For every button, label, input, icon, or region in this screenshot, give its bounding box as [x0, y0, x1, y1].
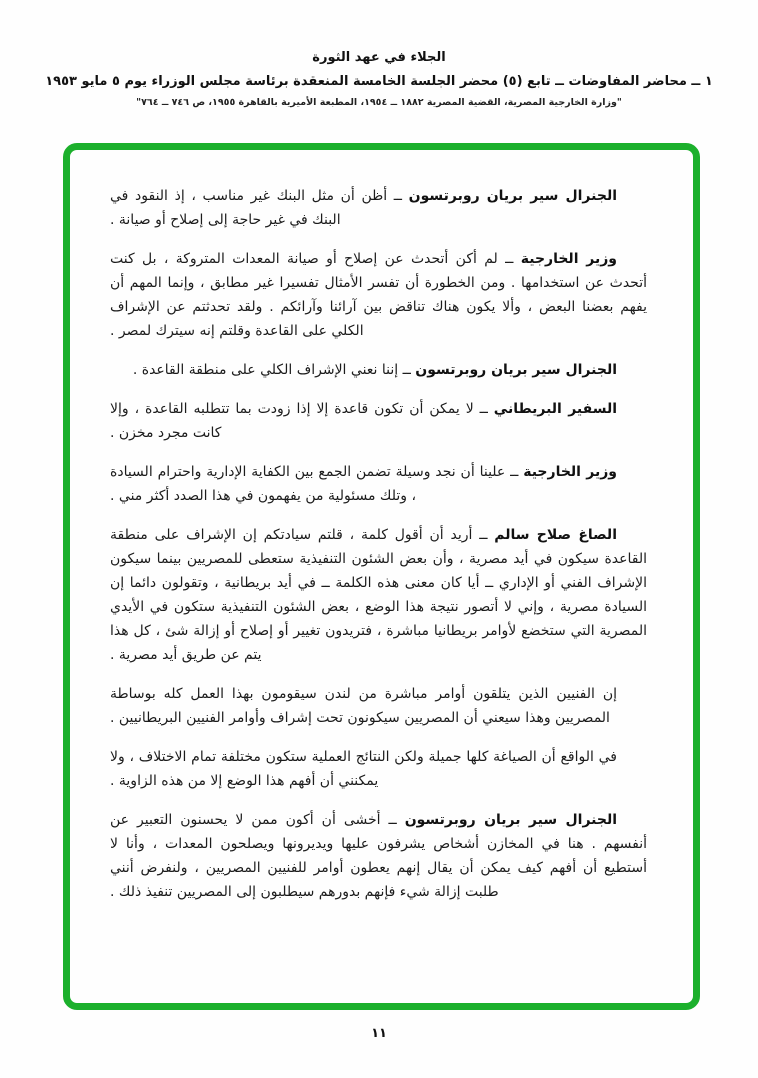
- page-number: ١١: [371, 1026, 387, 1041]
- dialogue-paragraph: [110, 460, 647, 508]
- paragraph-text: لم أكن أتحدث عن إصلاح أو صيانة المعدات المتروكة ، بل كنت أتحدث عن استخدامها . ومن الخطورة أن تفسر الأمثال تفسيرا غير مطابق ، وإنما المهم أن يفهم بعضنا البعض ، وألا يكون هناك تناقض بين آرائنا وآرائكم . ولقد تحدثتم عن الإشراف الكلي على القاعدة وقلتم إنه سيترك لمصر .: [110, 251, 647, 339]
- speaker-dash: ــ: [398, 362, 416, 378]
- speaker-dash: ــ: [473, 401, 494, 417]
- paragraph-text: إننا نعني الإشراف الكلي على منطقة القاعدة .: [132, 362, 399, 378]
- speaker-dash: ــ: [505, 464, 524, 480]
- speaker-name: الجنرال سير بريان روبرتسون: [415, 362, 617, 378]
- speaker-dash: ــ: [387, 188, 409, 204]
- source-citation: "وزارة الخارجية المصرية، القضية المصرية ١٨٨٢ ــ ١٩٥٤، المطبعة الأميرية بالقاهرة ١٩٥٥، ص ٧٤٦ ــ ٧٦٤": [136, 97, 622, 108]
- paragraph-text: أريد أن أقول كلمة ، قلتم سيادتكم إن الإشراف على منطقة القاعدة سيكون في أيد مصرية ، وأن بعض الشئون التنفيذية ستعطى للمصريين بينما سيكون الإشراف الفني أو الإداري ــ أيا كان معنى هذه الكلمة ــ في أيد بريطانية ، وتقولون دائما إن السيادة مصرية ، وإني لا أتصور نتيجة هذا الوضع ، بعض الشئون التنفيذية ستكون في الأيدي المصرية التي ستخضع لأوامر بريطانيا مباشرة ، فتريدون تغيير أو إصلاح أو إزالة شئ ، كل هذا يتم عن طريق أيد مصرية .: [110, 527, 647, 663]
- paragraph-text: أظن أن مثل البنك غير مناسب ، إذ النقود في البنك في غير حاجة إلى إصلاح أو صيانة .: [110, 188, 388, 228]
- paragraph-text: أخشى أن أكون ممن لا يحسنون التعبير عن أنفسهم . هنا في المخازن أشخاص يشرفون عليها ويديرونها ويصلحون المعدات ، وأنا لا أستطيع أن أفهم كيف يمكن أن يقال إنهم يعطون أوامر للفنيين المصريين ، ولنفرض أنني طلبت إزالة شيء فإنهم بدورهم سيطلبون إلى المصريين تنفيذ ذلك .: [110, 812, 647, 900]
- dialogue-paragraph: [110, 184, 647, 232]
- document-body: [110, 184, 647, 993]
- document-title: الجلاء في عهد الثورة: [312, 50, 446, 65]
- speaker-name: الصاغ صلاح سالم: [494, 527, 617, 543]
- session-heading: ١ ــ محاضر المفاوضات ــ تابع (٥) محضر الجلسة الخامسة المنعقدة برئاسة مجلس الوزراء يوم ٥ مايو ١٩٥٣: [45, 74, 713, 89]
- speaker-name: الجنرال سير بريان روبرتسون: [404, 812, 618, 828]
- paragraph-text: لا يمكن أن تكون قاعدة إلا إذا زودت بما تتطلبه القاعدة ، وإلا كانت مجرد مخزن .: [110, 401, 474, 441]
- speaker-name: الجنرال سير بريان روبرتسون: [408, 188, 617, 204]
- dialogue-paragraph: [110, 523, 647, 667]
- dialogue-paragraph: [110, 397, 647, 445]
- speaker-name: وزير الخارجية: [520, 251, 617, 267]
- paragraph-text: علينا أن نجد وسيلة تضمن الجمع بين الكفاية الإدارية واحترام السيادة ، وتلك مسئولية من يفهمون في هذا الصدد أكثر مني .: [110, 464, 506, 504]
- dialogue-paragraph: [110, 745, 647, 793]
- dialogue-paragraph: [110, 358, 647, 382]
- speaker-dash: ــ: [497, 251, 521, 267]
- page-header: [0, 50, 758, 108]
- paragraph-text: في الواقع أن الصياغة كلها جميلة ولكن النتائج العملية ستكون مختلفة تمام الاختلاف ، ولا يمكنني أن أفهم هذا الوضع إلا من هذه الزاوية .: [110, 749, 617, 789]
- highlight-frame: [63, 143, 700, 1010]
- paragraph-text: إن الفنيين الذين يتلقون أوامر مباشرة من لندن سيقومون بهذا العمل كله بوساطة المصريين وهذا سيعني أن المصريين سيكونون تحت إشراف وأوامر الفنيين البريطانيين .: [110, 686, 617, 726]
- speaker-name: وزير الخارجية: [523, 464, 617, 480]
- speaker-name: السفير البريطاني: [493, 401, 617, 417]
- dialogue-paragraph: [110, 247, 647, 343]
- dialogue-paragraph: [110, 682, 647, 730]
- speaker-dash: ــ: [472, 527, 495, 543]
- dialogue-paragraph: [110, 808, 647, 904]
- speaker-dash: ــ: [380, 812, 405, 828]
